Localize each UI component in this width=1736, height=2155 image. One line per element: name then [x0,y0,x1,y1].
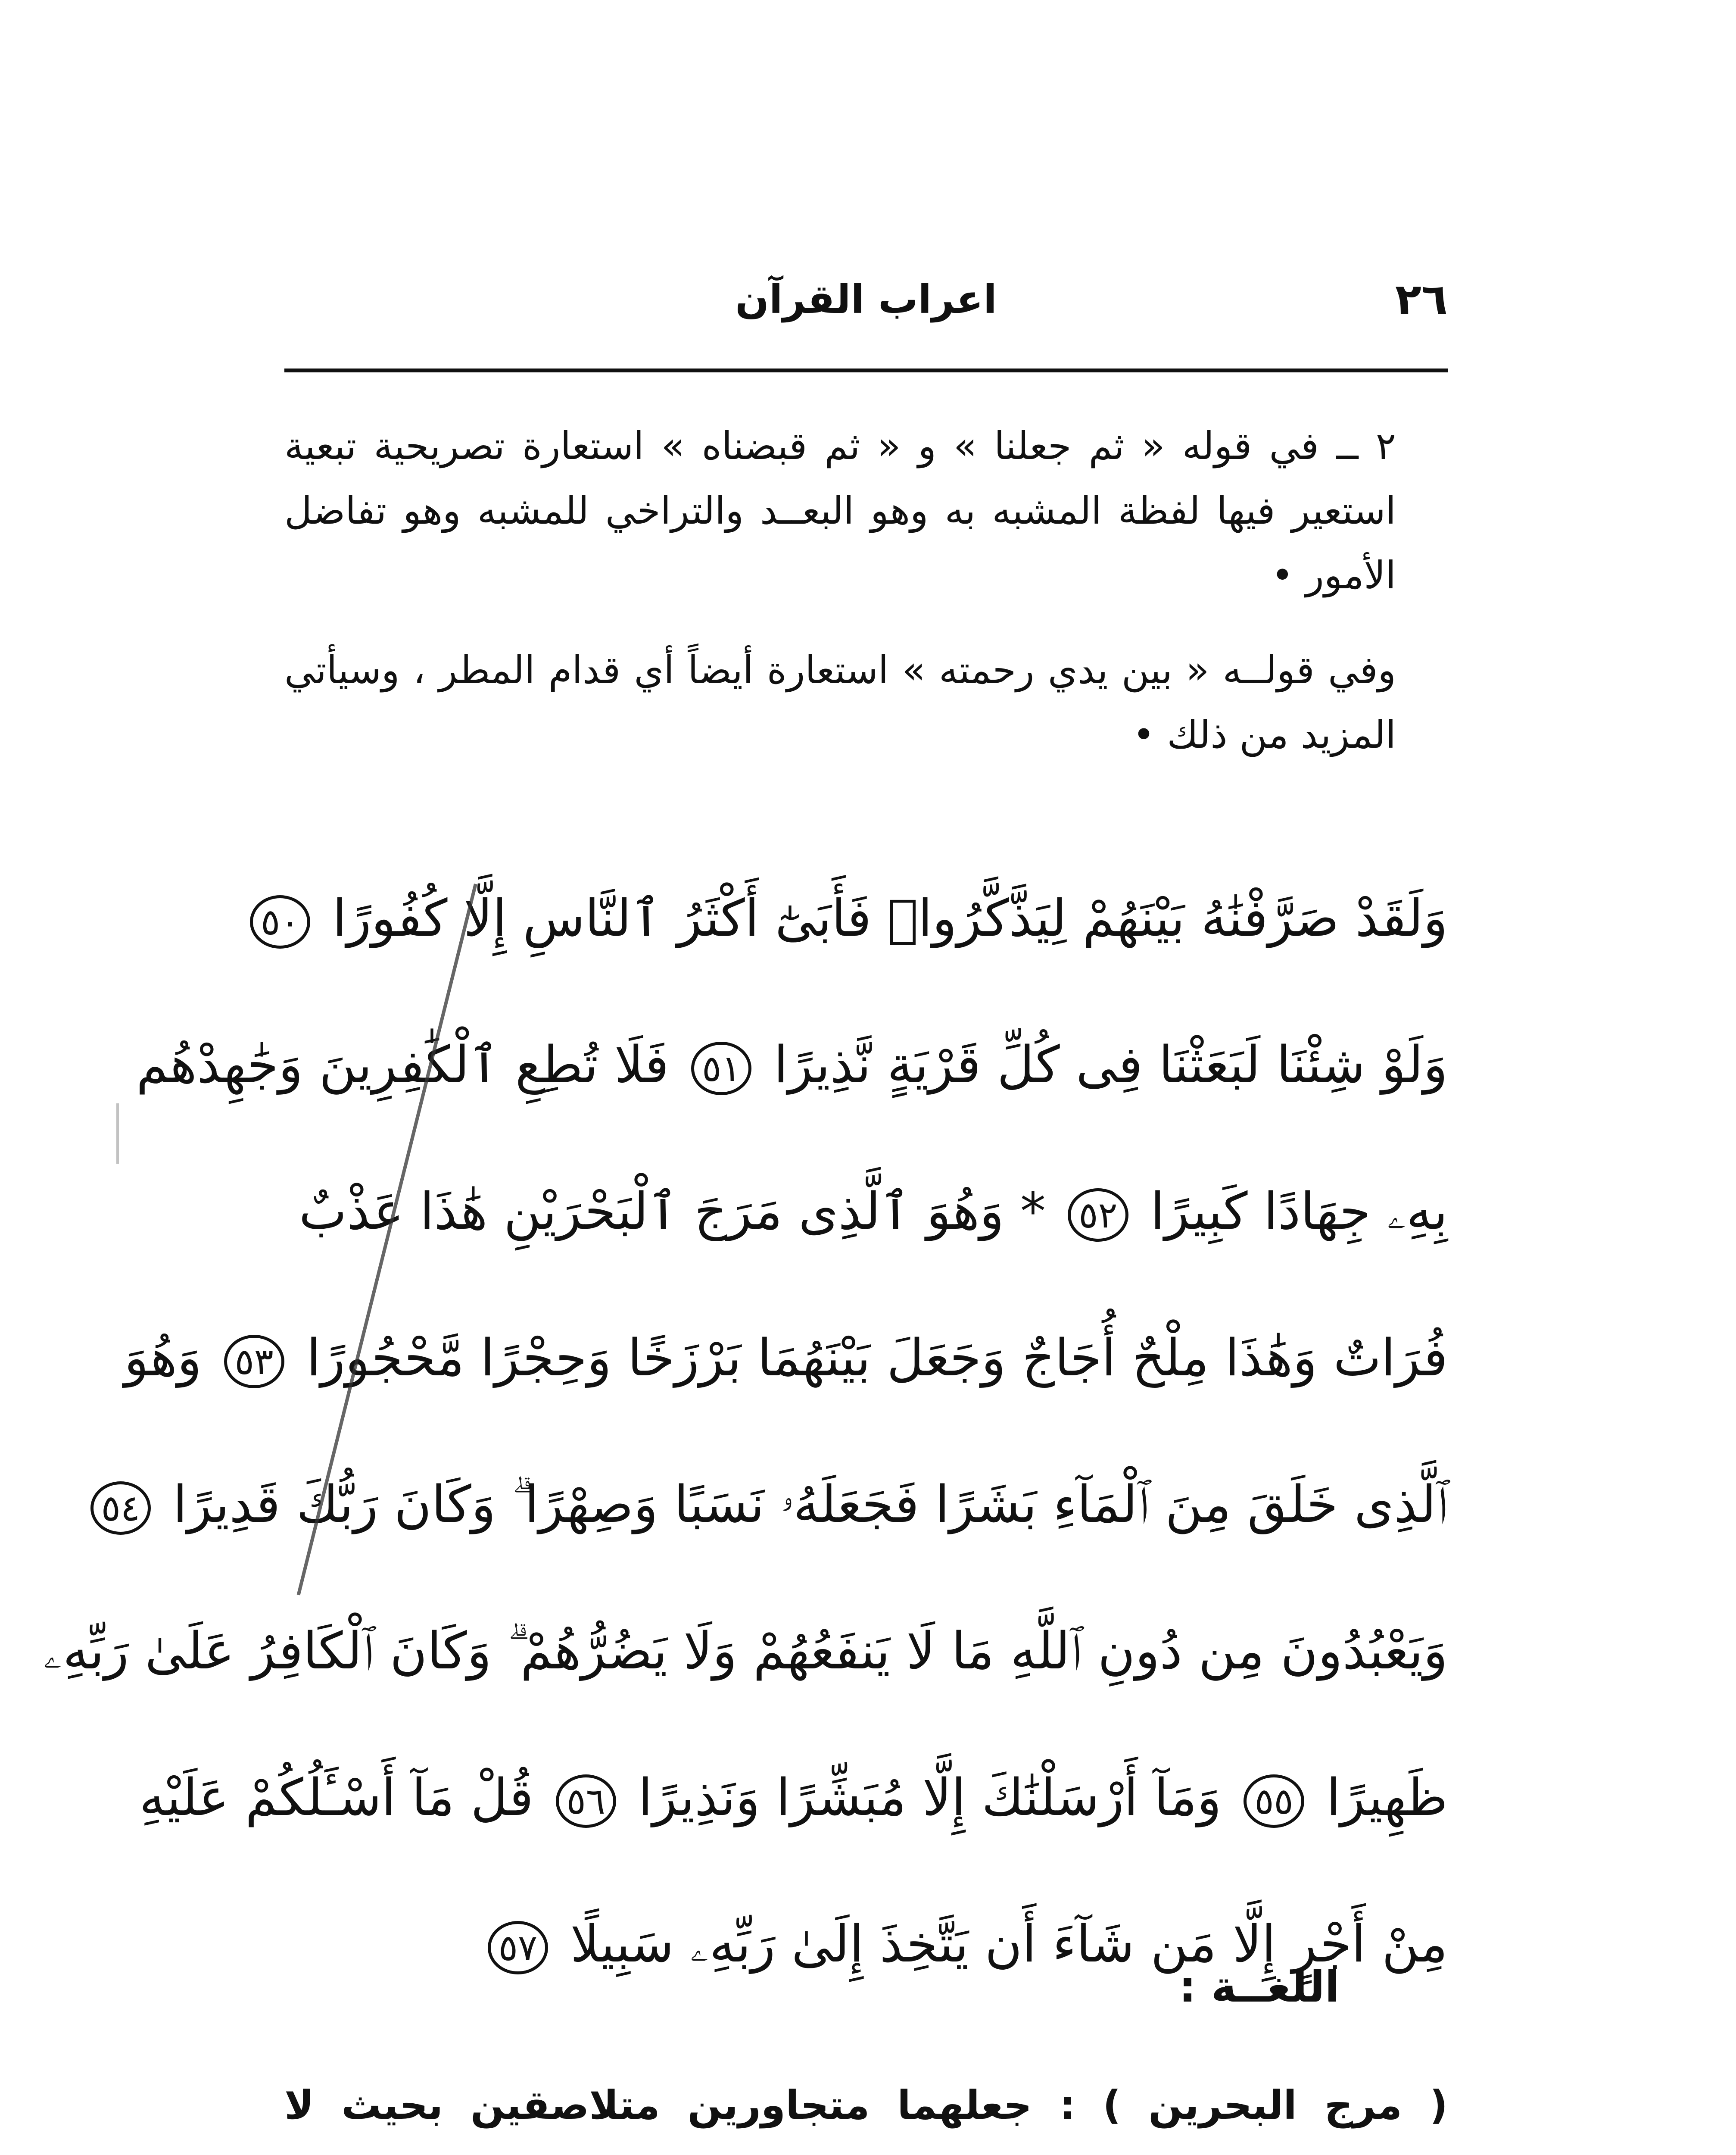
page-header [284,267,1448,345]
verse-text: ظَهِيرًا [1326,1768,1448,1827]
rhetoric-note [284,414,1448,767]
verse-line-1 [261,845,1448,991]
ayah-number-marker: ٥٣ [224,1335,284,1388]
verse-text: قُلْ مَآ أَسْـَٔلُكُمْ عَلَيْهِ [139,1768,534,1827]
verse-line-4 [124,1284,1448,1431]
ayah-number-marker: ٥٧ [488,1921,548,1974]
verse-text: وَمَآ أَرْسَلْنَٰكَ إِلَّا مُبَشِّرًا وَنَذِيرًا [638,1768,1222,1827]
ayah-number-marker: ٥١ [691,1042,751,1095]
ayah-number-marker: ٥٥ [1244,1774,1304,1828]
verse-text: وَلَوْ شِئْنَا لَبَعَثْنَا فِى كُلِّ قَرْيَةٍ نَّذِيرًا [773,1035,1448,1094]
ayah-number-marker: ٥٦ [556,1774,616,1828]
quran-verses [44,845,1448,2017]
verse-text: * وَهُوَ ٱلَّذِى مَرَجَ ٱلْبَحْرَيْنِ هَٰذَا عَذْبٌ [299,1181,1046,1241]
section-heading-language: اللغــة : [1179,1961,1340,2012]
header-rule [284,369,1448,372]
verse-line-6 [44,1577,1448,1724]
page-number: ٢٦ [1395,274,1448,325]
ayah-number-marker: ٥٠ [250,895,310,949]
verse-line-5 [101,1431,1448,1577]
scan-edge-mark [116,1103,119,1164]
note-paragraph-2: وفي قولــه « بين يدي رحمته » استعارة أيضاً أي قدام المطر ، وسيأتي المزيد من ذلك • [284,648,1396,757]
verse-text: بِهِۦ جِهَادًا كَبِيرًا [1150,1181,1448,1241]
note-paragraph-1: ٢ ــ في قوله « ثم جعلنا » و « ثم قبضناه » استعارة تصريحية تبعية استعير فيها لفظة المشبه به وهو البعــد والتراخي للمشبه وهو تفاضل الأمور • [284,424,1396,597]
lexicon-entry [284,2069,1448,2155]
verse-line-7 [139,1724,1448,1871]
verse-text: مِنْ أَجْرٍ إِلَّا مَن شَآءَ أَن يَتَّخِذَ إِلَىٰ رَبِّهِۦ سَبِيلًا [570,1914,1448,1974]
verse-text: وَيَعْبُدُونَ مِن دُونِ ٱللَّهِ مَا لَا يَنفَعُهُمْ وَلَا يَضُرُّهُمْ ۗ وَكَانَ ٱلْكَافِرُ عَلَىٰ رَبِّهِۦ [44,1621,1448,1680]
verse-line-2 [136,991,1448,1138]
verse-text: وَلَقَدْ صَرَّفْنَٰهُ بَيْنَهُمْ لِيَذَّكَّرُوا۟ فَأَبَىٰٓ أَكْثَرُ ٱلنَّاسِ إِلَّا كُفُورًا [332,888,1448,948]
verse-text: فَلَا تُطِعِ ٱلْكَٰفِرِينَ وَجَٰهِدْهُم [136,1035,669,1094]
verse-text: وَهُوَ [124,1328,202,1387]
verse-text: ٱلَّذِى خَلَقَ مِنَ ٱلْمَآءِ بَشَرًا فَجَعَلَهُۥ نَسَبًا وَصِهْرًا ۗ وَكَانَ رَبُّكَ قَدِيرًا [173,1474,1448,1534]
lexicon-line-1: ( مرج البحرين ) : جعلهما متجاورين متلاصقين بحيث لا [284,2082,1448,2128]
verse-text: فُرَاتٌ وَهَٰذَا مِلْحٌ أُجَاجٌ وَجَعَلَ بَيْنَهُمَا بَرْزَخًا وَحِجْرًا مَّحْجُورًا [306,1328,1448,1387]
verse-line-3 [284,1138,1448,1284]
running-title: اعراب القرآن [735,276,997,322]
ayah-number-marker: ٥٢ [1068,1188,1128,1242]
ayah-number-marker: ٥٤ [90,1481,151,1535]
